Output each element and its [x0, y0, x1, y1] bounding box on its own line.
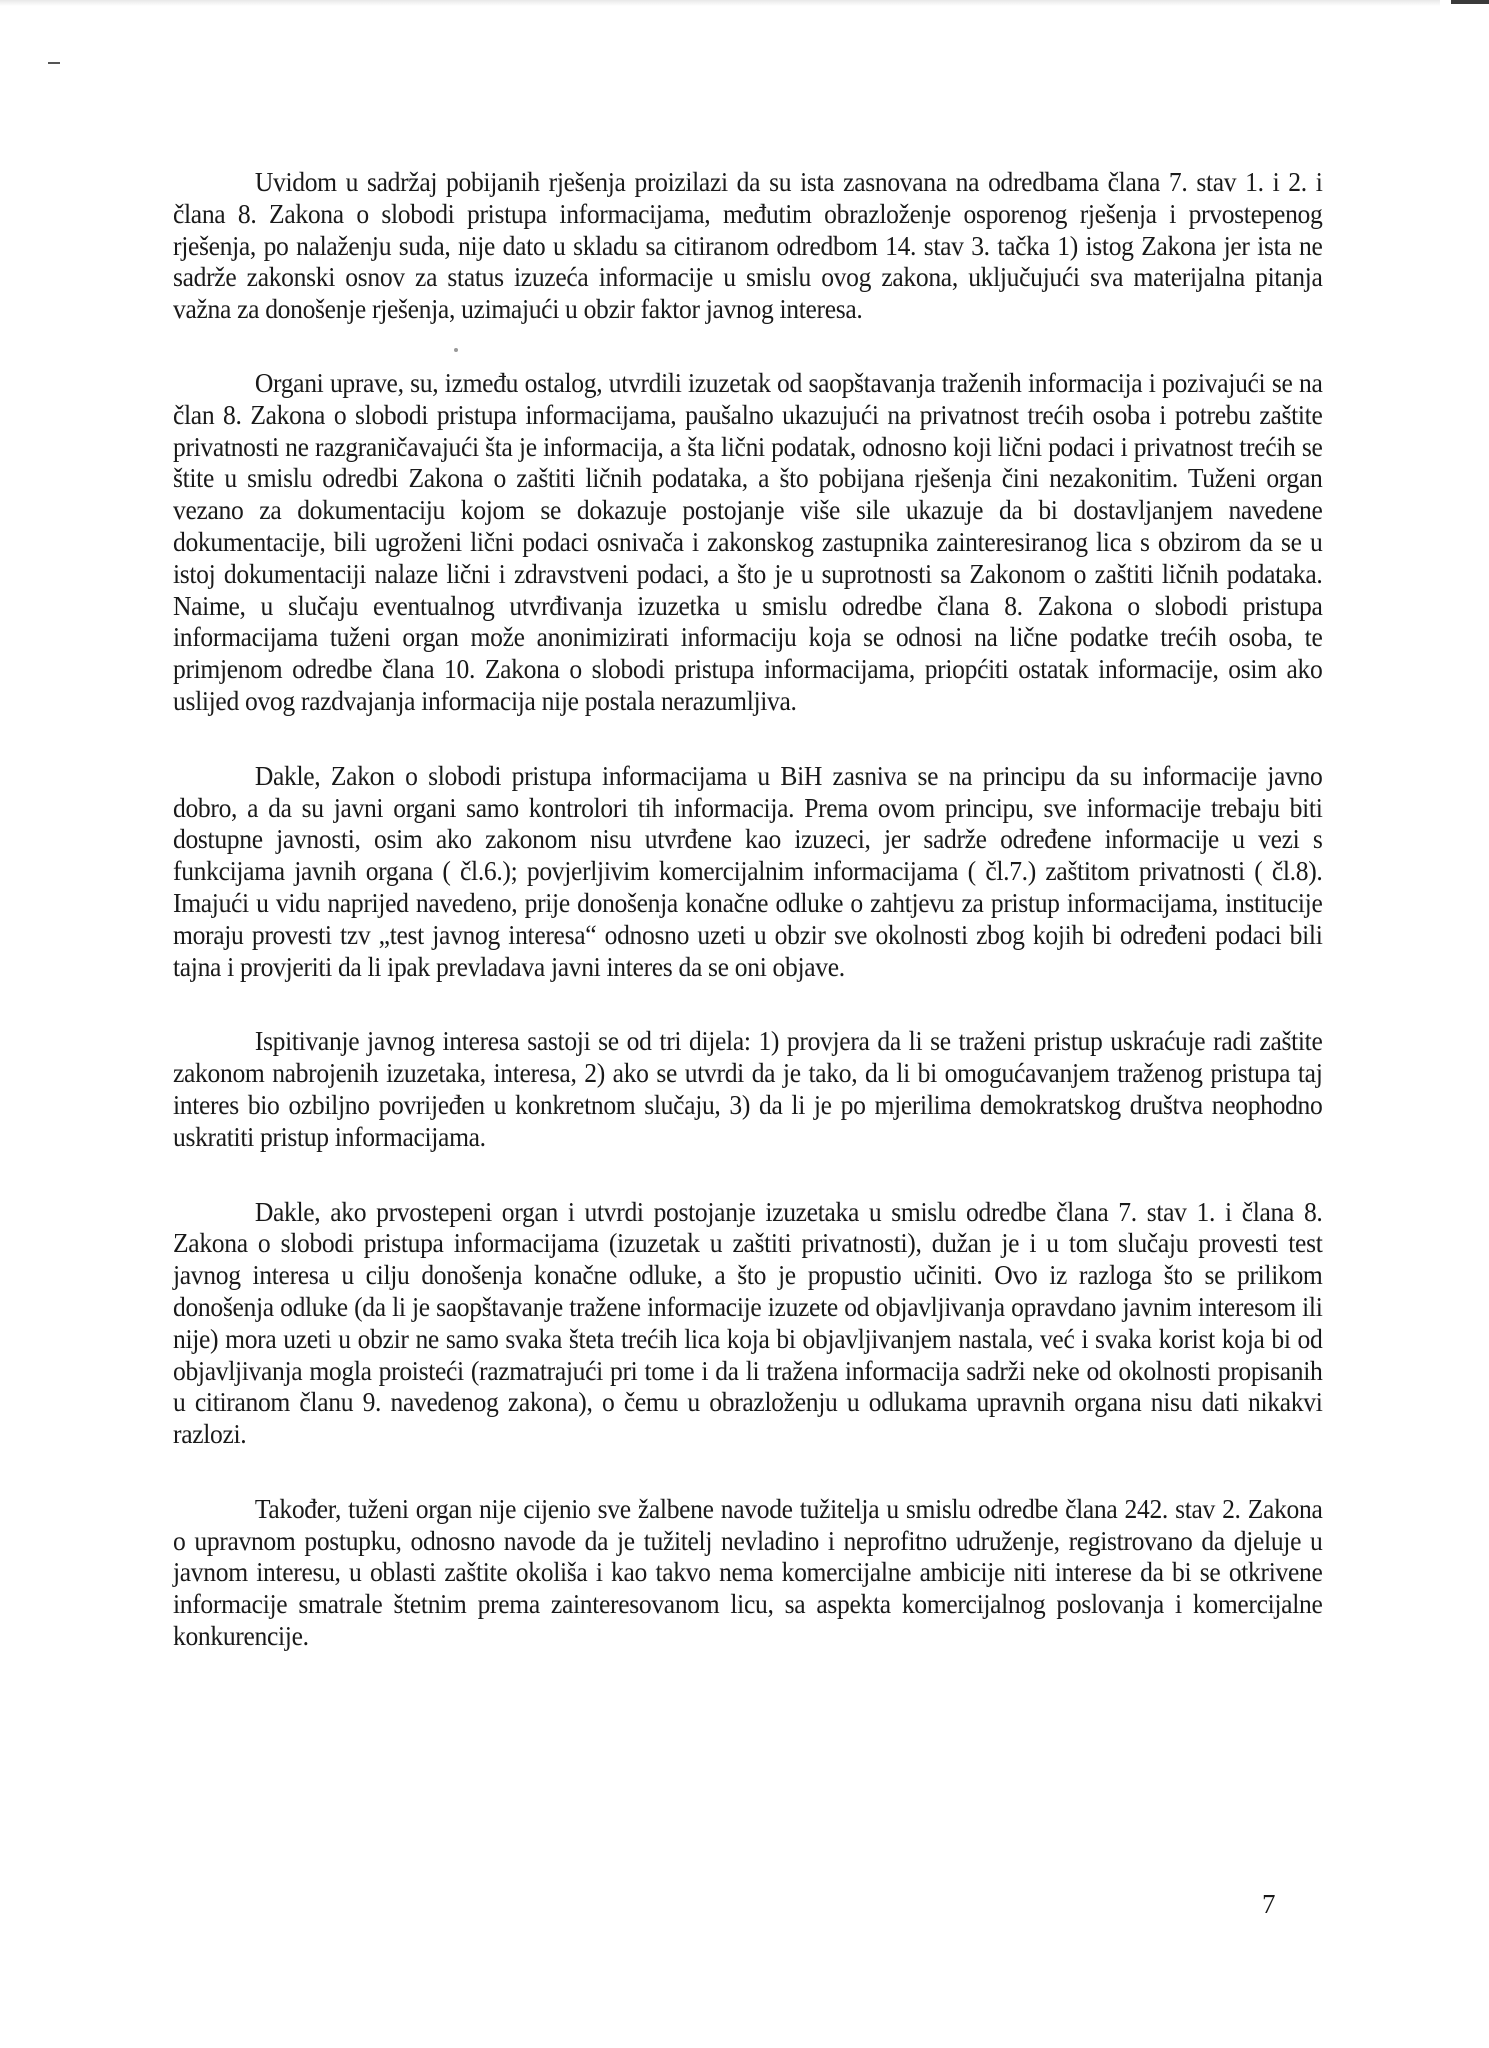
paragraph-2: Organi uprave, su, između ostalog, utvrdili izuzetak od saopštavanja traženih informacija i pozivajući se na član 8. Zakona o slobodi pristupa informacijama, paušalno ukazujući na privatnost trećih osoba i potrebu zaštite privatnosti ne razgraničavajući šta je informacija, a šta lični podatak, odnosno koji lični podaci i privatnost trećih se štite u smislu odredbi Zakona o zaštiti ličnih podataka, a što pobijana rješenja čini nezakonitim. Tuženi organ vezano za dokumentaciju kojom se dokazuje postojanje više sile ukazuje da bi dostavljanjem navedene dokumentacije, bili ugroženi lični podaci osnivača i zakonskog zastupnika zainteresiranog lica s obzirom da se u istoj dokumentaciji nalaze lični i zdravstveni podaci, a što je u suprotnosti sa Zakonom o zaštiti ličnih podataka. Naime, u slučaju eventualnog utvrđivanja izuzetka u smislu odredbe člana 8. Zakona o slobodi pristupa informacijama tuženi organ može anonimizirati informaciju koja se odnosi na lične podatke trećih osoba, te primjenom odredbe člana 10. Zakona o slobodi pristupa informacijama, priopćiti ostatak informacije, osim ako uslijed ovog razdvajanja informacija nije postala nerazumljiva.: [173, 366, 1323, 716]
scan-corner-mark: [48, 62, 60, 64]
document-page-body: [173, 166, 1323, 1652]
scan-edge-top: [0, 0, 1440, 6]
paragraph-6: Također, tuženi organ nije cijenio sve žalbene navode tužitelja u smislu odredbe člana 242. stav 2. Zakona o upravnom postupku, odnosno navode da je tužitelj nevladino i neprofitno udruženje, registrovano da djeluje u javnom interesu, u oblasti zaštite okoliša i kao takvo nema komercijalne ambicije niti interese da bi se otkrivene informacije smatrale štetnim prema zainteresovanom licu, sa aspekta komercijalnog poslovanja i komercijalne konkurencije.: [173, 1492, 1323, 1652]
paragraph-1: Uvidom u sadržaj pobijanih rješenja proizilazi da su ista zasnovana na odredbama člana 7. stav 1. i 2. i člana 8. Zakona o slobodi pristupa informacijama, međutim obrazloženje osporenog rješenja i prvostepenog rješenja, po nalaženju suda, nije dato u skladu sa citiranom odredbom 14. stav 3. tačka 1) istog Zakona jer ista ne sadrže zakonski osnov za status izuzeća informacije u smislu ovog zakona, uključujući sva materijalna pitanja važna za donošenje rješenja, uzimajući u obzir faktor javnog interesa.: [173, 166, 1323, 325]
paragraph-3: Dakle, Zakon o slobodi pristupa informacijama u BiH zasniva se na principu da su informacije javno dobro, a da su javni organi samo kontrolori tih informacija. Prema ovom principu, sve informacije trebaju biti dostupne javnosti, osim ako zakonom nisu utvrđene kao izuzeci, jer sadrže određene informacije u vezi s funkcijama javnih organa ( čl.6.); povjerljivim komercijalnim informacijama ( čl.7.) zaštitom privatnosti ( čl.8). Imajući u vidu naprijed navedeno, prije donošenja konačne odluke o zahtjevu za pristup informacijama, institucije moraju provesti tzv „test javnog interesa“ odnosno uzeti u obzir sve okolnosti zbog kojih bi određeni podaci bili tajna i provjeriti da li ipak prevladava javni interes da se oni objave.: [173, 759, 1323, 982]
scan-edge-right: [1451, 0, 1489, 4]
page-number: 7: [1262, 1889, 1276, 1919]
paragraph-5: Dakle, ako prvostepeni organ i utvrdi postojanje izuzetaka u smislu odredbe člana 7. stav 1. i člana 8. Zakona o slobodi pristupa informacijama (izuzetak u zaštiti privatnosti), dužan je i u tom slučaju provesti test javnog interesa u cilju donošenja konačne odluke, a što je propustio učiniti. Ovo iz razloga što se prilikom donošenja odluke (da li je saopštavanje tražene informacije izuzete od objavljivanja opravdano javnim interesom ili nije) mora uzeti u obzir ne samo svaka šteta trećih lica koja bi objavljivanjem nastala, već i svaka korist koja bi od objavljivanja mogla proisteći (razmatrajući pri tome i da li tražena informacija sadrži neke od okolnosti propisanih u citiranom članu 9. navedenog zakona), o čemu u obrazloženju u odlukama upravnih organa nisu dati nikakvi razlozi.: [173, 1195, 1323, 1450]
paragraph-4: Ispitivanje javnog interesa sastoji se od tri dijela: 1) provjera da li se traženi pristup uskraćuje radi zaštite zakonom nabrojenih izuzetaka, interesa, 2) ako se utvrdi da je tako, da li bi omogućavanjem traženog pristupa taj interes bio ozbiljno povrijeđen u konkretnom slučaju, 3) da li je po mjerilima demokratskog društva neophodno uskratiti pristup informacijama.: [173, 1025, 1323, 1152]
